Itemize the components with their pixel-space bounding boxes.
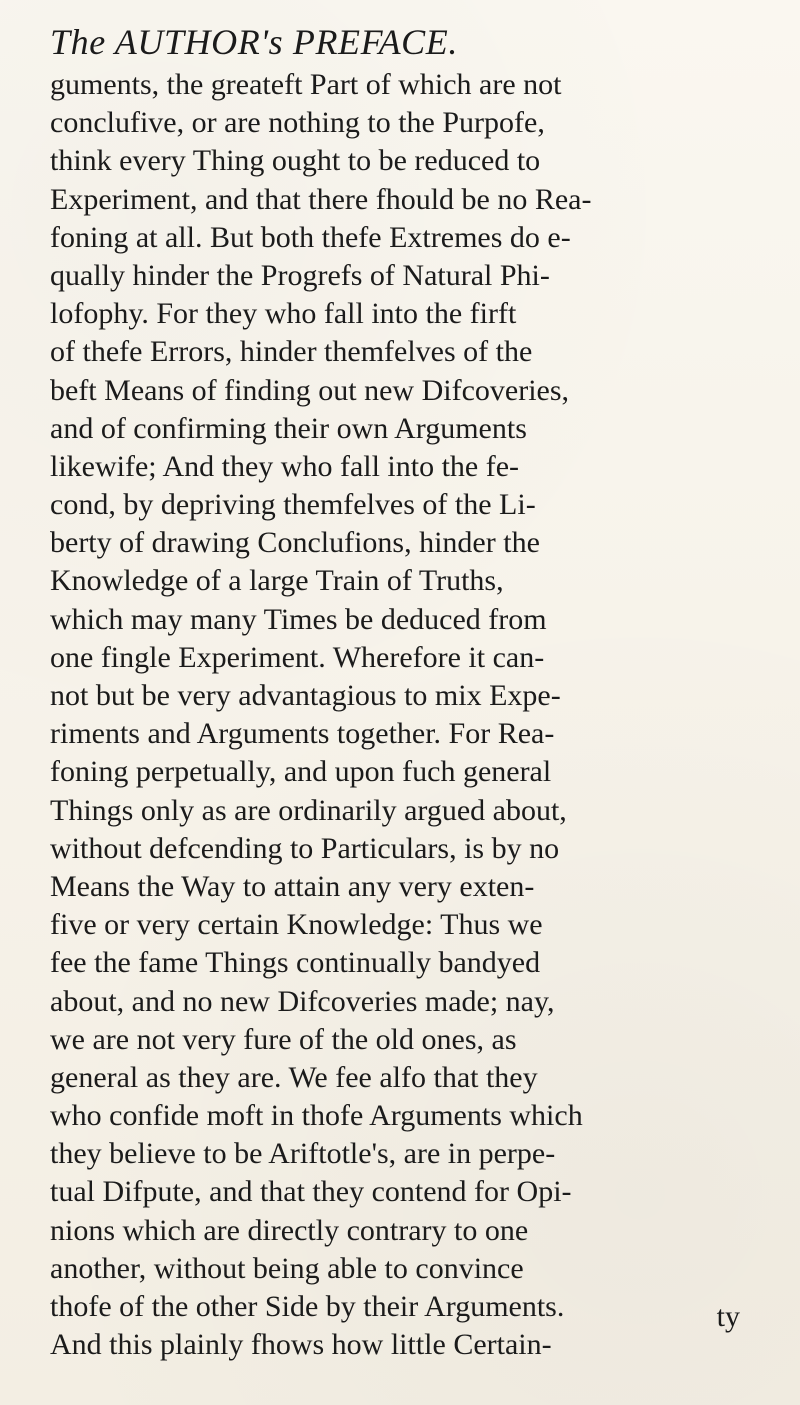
text-line: they believe to be Ariftotle's, are in perpe-	[50, 1137, 556, 1171]
text-line: Things only as are ordinarily argued about,	[50, 793, 567, 827]
text-line: another, without being able to convince	[50, 1251, 524, 1285]
text-line: cond, by depriving themfelves of the Li-	[50, 488, 536, 522]
text-line: nions which are directly contrary to one	[50, 1213, 529, 1247]
text-line: foning perpetually, and upon fuch general	[50, 755, 552, 789]
text-line: about, and no new Difcoveries made; nay,	[50, 984, 555, 1018]
text-line: Knowledge of a large Train of Truths,	[50, 564, 504, 598]
text-line: And this plainly fhows how little Certain-	[50, 1328, 552, 1362]
preface-text	[50, 66, 750, 1364]
text-line: thofe of the other Side by their Arguments.	[50, 1290, 565, 1323]
text-line: of thefe Errors, hinder themfelves of the	[50, 335, 533, 369]
text-line: beft Means of finding out new Difcoveries,	[50, 373, 570, 407]
text-line: lofophy. For they who fall into the firft	[50, 297, 517, 331]
text-line: conclufive, or are nothing to the Purpofe,	[50, 106, 545, 140]
text-line: fee the fame Things continually bandyed	[50, 946, 541, 980]
text-line: five or very certain Knowledge: Thus we	[50, 908, 543, 942]
text-line: general as they are. We fee alfo that they	[50, 1060, 538, 1094]
text-line: berty of drawing Conclufions, hinder the	[50, 526, 540, 560]
text-line: likewife; And they who fall into the fe-	[50, 449, 520, 483]
page-header: The AUTHOR's PREFACE.	[50, 22, 458, 62]
text-line: one fingle Experiment. Wherefore it can-	[50, 640, 545, 674]
text-line: foning at all. But both thefe Extremes do e-	[50, 220, 571, 254]
text-line: which may many Times be deduced from	[50, 602, 547, 636]
text-line: who confide moft in thofe Arguments which	[50, 1099, 583, 1133]
text-line: Means the Way to attain any very exten-	[50, 869, 535, 903]
text-line: think every Thing ought to be reduced to	[50, 144, 541, 178]
text-line: we are not very fure of the old ones, as	[50, 1022, 517, 1056]
text-line: without defcending to Particulars, is by no	[50, 831, 560, 865]
catchword: ty	[716, 1300, 740, 1333]
text-line: guments, the greateft Part of which are not	[50, 68, 562, 101]
text-line: and of confirming their own Arguments	[50, 411, 527, 445]
text-line: riments and Arguments together. For Rea-	[50, 717, 555, 751]
text-line: Experiment, and that there fhould be no Rea-	[50, 182, 592, 216]
text-line: qually hinder the Progrefs of Natural Phi-	[50, 258, 550, 292]
text-line: tual Difpute, and that they contend for Opi-	[50, 1175, 572, 1209]
text-line: not but be very advantagious to mix Expe-	[50, 679, 561, 712]
